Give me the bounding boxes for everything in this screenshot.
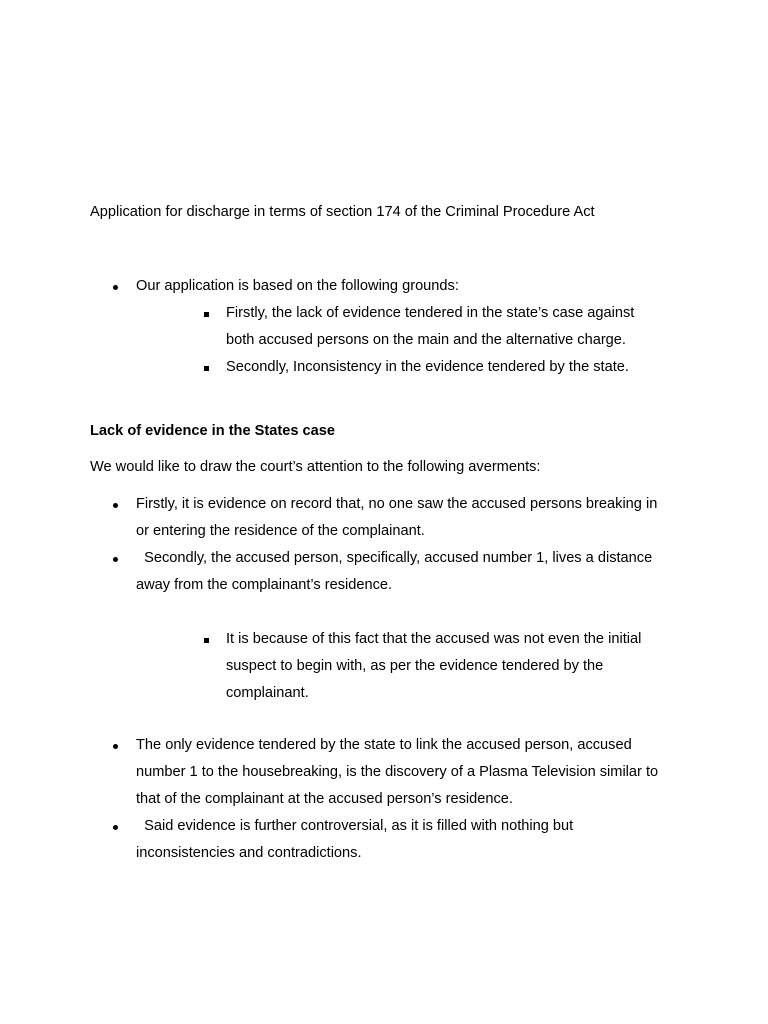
section-heading: Lack of evidence in the States case [90,423,335,439]
bullet-square-icon [204,312,209,317]
grounds-intro: Our application is based on the following grounds: [136,278,459,294]
averment-2-sub-line-3: complainant. [226,685,309,701]
averment-3-line-3: that of the complainant at the accused person’s residence. [136,791,513,807]
document-title: Application for discharge in terms of section 174 of the Criminal Procedure Act [90,204,595,220]
averment-1-line-1: Firstly, it is evidence on record that, no one saw the accused persons breaking in [136,496,658,512]
averment-2-line-2: away from the complainant’s residence. [136,577,393,593]
averment-2-sub-line-2: suspect to begin with, as per the evidence tendered by the [226,658,604,674]
averment-3-line-1: The only evidence tendered by the state to link the accused person, accused [136,737,632,753]
averment-2-sub-line-1: It is because of this fact that the accused was not even the initial [226,631,642,647]
averment-2-line-1: Secondly, the accused person, specifically, accused number 1, lives a distance [136,550,653,566]
bullet-dot-icon [113,825,118,830]
intro-paragraph: We would like to draw the court’s attention to the following averments: [90,459,541,475]
averment-1-line-2: or entering the residence of the complainant. [136,523,425,539]
bullet-square-icon [204,366,209,371]
averment-4-line-2: inconsistencies and contradictions. [136,845,362,861]
averment-4-line-1: Said evidence is further controversial, as it is filled with nothing but [136,818,574,834]
averment-3-line-2: number 1 to the housebreaking, is the discovery of a Plasma Television similar to [136,764,659,780]
bullet-square-icon [204,638,209,643]
bullet-dot-icon [113,503,118,508]
bullet-dot-icon [113,744,118,749]
ground-1-line-1: Firstly, the lack of evidence tendered in the state’s case against [226,305,635,321]
ground-1-line-2: both accused persons on the main and the alternative charge. [226,332,626,348]
bullet-dot-icon [113,285,118,290]
ground-2: Secondly, Inconsistency in the evidence tendered by the state. [226,359,629,375]
bullet-dot-icon [113,557,118,562]
